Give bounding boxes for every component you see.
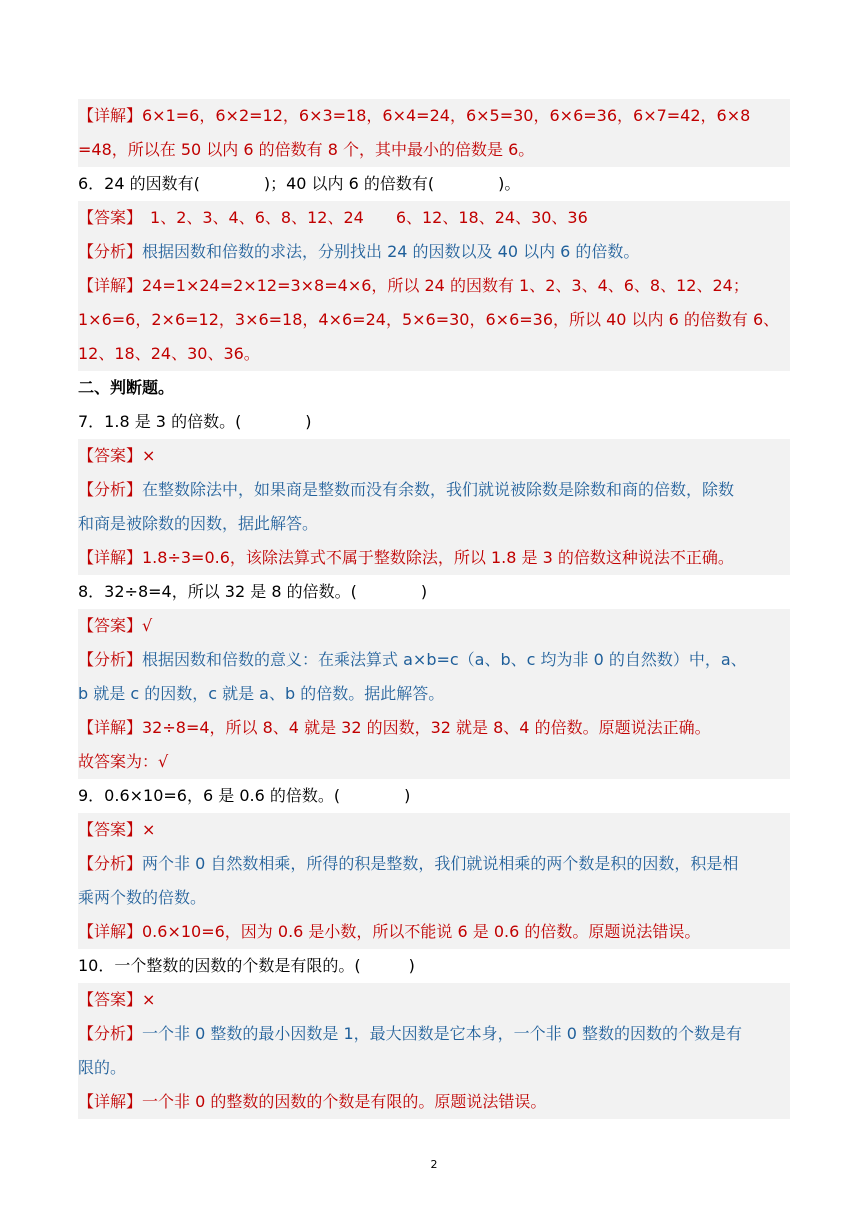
explanation-line: 12、18、24、30、36。 bbox=[78, 337, 790, 371]
analysis-line: 乘两个数的倍数。 bbox=[78, 881, 790, 915]
question-6: 6．24 的因数有( )；40 以内 6 的倍数有( )。 bbox=[78, 174, 521, 193]
analysis-label: 【分析】 bbox=[78, 242, 143, 261]
explanation-line: =48，所以在 50 以内 6 的倍数有 8 个，其中最小的倍数是 6。 bbox=[78, 133, 790, 167]
answer-line: 【答案】× bbox=[78, 813, 790, 847]
analysis-label: 【分析】 bbox=[78, 1024, 143, 1043]
question-7: 7．1.8 是 3 的倍数。( ) bbox=[78, 412, 312, 431]
explanation-line: 【详解】0.6×10=6，因为 0.6 是小数，所以不能说 6 是 0.6 的倍数。原题说法错误。 bbox=[78, 915, 790, 949]
answer-line: 【答案】× bbox=[78, 439, 790, 473]
explanation-line: 【详解】一个非 0 的整数的因数的个数是有限的。原题说法错误。 bbox=[78, 1085, 790, 1119]
explanation-line: 故答案为：√ bbox=[78, 745, 790, 779]
analysis-label: 【分析】 bbox=[78, 854, 143, 873]
question-8: 8．32÷8=4，所以 32 是 8 的倍数。( ) bbox=[78, 582, 428, 601]
analysis-text: 一个非 0 整数的最小因数是 1，最大因数是它本身，一个非 0 整数的因数的个数是有 bbox=[142, 1024, 742, 1043]
analysis-line bbox=[78, 847, 790, 881]
explanation-line: 【详解】24=1×24=2×12=3×8=4×6，所以 24 的因数有 1、2、3、4、6、8、12、24； bbox=[78, 269, 790, 303]
page-content bbox=[78, 99, 790, 1119]
analysis-line: b 就是 c 的因数，c 就是 a、b 的倍数。据此解答。 bbox=[78, 677, 790, 711]
answer-line bbox=[78, 201, 790, 235]
explanation-line: 【详解】1.8÷3=0.6，该除法算式不属于整数除法，所以 1.8 是 3 的倍数这种说法不正确。 bbox=[78, 541, 790, 575]
analysis-text: 根据因数和倍数的求法，分别找出 24 的因数以及 40 以内 6 的倍数。 bbox=[142, 242, 640, 261]
analysis-text: 在整数除法中，如果商是整数而没有余数，我们就说被除数是除数和商的倍数，除数 bbox=[142, 480, 735, 499]
analysis-text: 两个非 0 自然数相乘，所得的积是整数，我们就说相乘的两个数是积的因数，积是相 bbox=[142, 854, 739, 873]
answer-text: 1、2、3、4、6、8、12、24 6、12、18、24、30、36 bbox=[134, 208, 588, 227]
analysis-line: 和商是被除数的因数，据此解答。 bbox=[78, 507, 790, 541]
answer-label: 【答案】 bbox=[78, 208, 135, 227]
section-heading: 二、判断题。 bbox=[78, 378, 175, 397]
explanation-line: 1×6=6，2×6=12，3×6=18，4×6=24，5×6=30，6×6=36，所以 40 以内 6 的倍数有 6、 bbox=[78, 303, 790, 337]
explanation-line: 【详解】6×1=6，6×2=12，6×3=18，6×4=24，6×5=30，6×6=36，6×7=42，6×8 bbox=[78, 99, 790, 133]
page-number: 2 bbox=[430, 1158, 438, 1171]
analysis-label: 【分析】 bbox=[78, 480, 143, 499]
analysis-line: 限的。 bbox=[78, 1051, 790, 1085]
analysis-text: 根据因数和倍数的意义：在乘法算式 a×b=c（a、b、c 均为非 0 的自然数）中，a、 bbox=[142, 650, 747, 669]
analysis-line bbox=[78, 235, 790, 269]
answer-line: 【答案】√ bbox=[78, 609, 790, 643]
analysis-line bbox=[78, 1017, 790, 1051]
analysis-line bbox=[78, 473, 790, 507]
analysis-line bbox=[78, 643, 790, 677]
explanation-line: 【详解】32÷8=4，所以 8、4 就是 32 的因数，32 就是 8、4 的倍数。原题说法正确。 bbox=[78, 711, 790, 745]
question-9: 9．0.6×10=6，6 是 0.6 的倍数。( ) bbox=[78, 786, 411, 805]
question-10: 10．一个整数的因数的个数是有限的。( ) bbox=[78, 956, 415, 975]
analysis-label: 【分析】 bbox=[78, 650, 143, 669]
answer-line: 【答案】× bbox=[78, 983, 790, 1017]
